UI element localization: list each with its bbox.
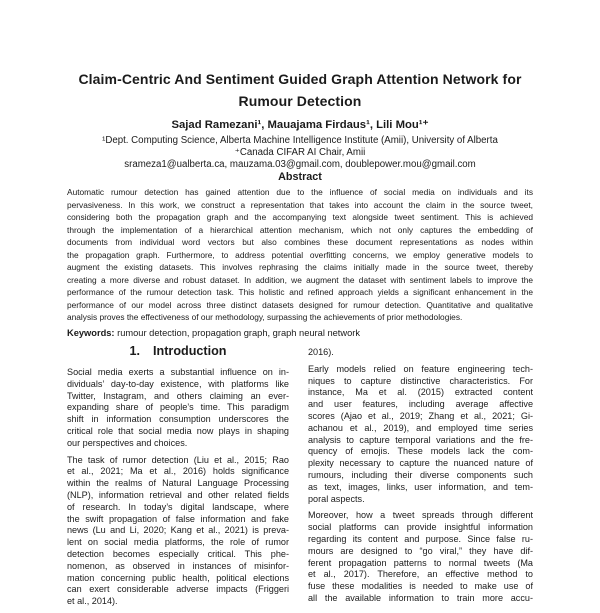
text-line: as text, images, links, user information, and tem- <box>308 481 533 492</box>
text-line: The task of rumor detection (Liu et al., 2015; Rao <box>67 454 289 465</box>
text-line: shift in information consumption underscores the <box>67 414 289 425</box>
text-line: Social media exerts a substantial influence on in- <box>67 367 289 377</box>
text-line: expanding share of people’s time. This paradigm <box>67 402 289 413</box>
text-line: achanou et al., 2019), and employed time series <box>308 422 533 433</box>
abstract-body <box>67 186 533 329</box>
text-line: fuse these modalities is needed to make use of <box>308 581 533 592</box>
text-line: quency of emojis. These models lack the com- <box>308 446 533 457</box>
paper-title <box>0 69 600 112</box>
text-line: of research. In today’s digital landscape, where <box>67 501 289 512</box>
section-1-number: 1. <box>129 344 141 358</box>
text-line: pervasiveness. In this work, we construct a representation that takes into account the claim in the source tweet, <box>67 199 533 210</box>
text-line: augment the existing datasets. This involves rephrasing the claims initially made in the source tweet, thereby <box>67 262 533 273</box>
paragraph <box>308 347 533 359</box>
paragraph <box>67 367 289 450</box>
text-line: mation concerning public health, political elections <box>67 572 289 583</box>
text-line: dividuals’ day-to-day existence, with platforms like <box>67 378 289 389</box>
text-line: instance, Ma et al. (2015) extracted content <box>308 387 533 398</box>
text-line: social platforms can provide insightful information <box>308 522 533 533</box>
text-line: news (Lu and Li, 2020; Kang et al., 2021) is preva- <box>67 525 289 536</box>
text-line: can exert considerable adverse impacts (Friggeri <box>67 584 289 595</box>
text-line: critical role that social media now plays in shaping <box>67 425 289 436</box>
text-line: considering both the propagation graph and the accompanying text alongside tweet sentiment. This is achieved <box>67 212 533 223</box>
text-line: creating a more diverse and robust dataset. In addition, we augment the dataset with sentiment labels to improve the <box>67 274 533 285</box>
text-line: (NLP), information retrieval and other related fields <box>67 489 289 500</box>
affiliation-line-2: ⁺Canada CIFAR AI Chair, Amii <box>234 146 366 158</box>
right-column <box>308 343 533 610</box>
text-line: poral aspects. <box>308 493 365 504</box>
paper-header <box>0 69 600 172</box>
keywords-text: rumour detection, propagation graph, graph neural network <box>114 328 361 338</box>
text-line: all the available information to train more accu- <box>308 592 533 603</box>
text-line: et al., 2021; Ma et al., 2016) holds significance <box>67 466 289 477</box>
authors-line: Sajad Ramezani¹, Mauajama Firdaus¹, Lili Mou¹⁺ <box>171 119 429 131</box>
title-line-1: Claim-Centric And Sentiment Guided Graph Attention Network for <box>78 71 522 87</box>
emails-line: srameza1@ualberta.ca, mauzama.03@gmail.com, doublepower.mou@gmail.com <box>124 159 476 171</box>
abstract-heading: Abstract <box>278 171 322 183</box>
text-line: within the realms of Natural Language Processing <box>67 478 289 489</box>
keywords-label: Keywords: <box>67 328 115 338</box>
affiliation-line-1: ¹Dept. Computing Science, Alberta Machine Intelligence Institute (Amii), University of Alberta <box>102 134 498 146</box>
body-columns <box>67 343 533 607</box>
left-column <box>67 343 289 613</box>
text-line: Automatic rumour detection has gained attention due to the influence of social media on individuals and its <box>67 187 533 197</box>
text-line: niques to capture distinctive characteristics. For <box>308 375 533 386</box>
paragraph <box>308 510 533 604</box>
text-line: analysis to capture temporal variations and the fre- <box>308 434 533 445</box>
left-column-text <box>67 367 289 608</box>
text-line: the swift propagation of false information and fake <box>67 513 289 524</box>
text-line: analysis proves the effectiveness of our methodology, surpassing the achievements of prior methodologies. <box>67 312 463 323</box>
paragraph <box>67 186 533 324</box>
text-line: and user features, including average affective <box>308 399 533 410</box>
text-line: nomenon, as observed in instances of misinfor- <box>67 560 289 571</box>
text-line: rumours, including their diverse components such <box>308 469 533 480</box>
keywords-line <box>67 327 533 339</box>
text-line: Twitter, Instagram, and others claiming an ever- <box>67 390 289 401</box>
text-line: through the implementation of a hierarchical attention mechanism, which not only captures the embedding of <box>67 224 533 235</box>
text-line: performance of our model across three distinct datasets designed for rumour detection. Quantitative and qualitative <box>67 299 533 310</box>
text-line: 2016). <box>308 347 334 357</box>
text-line: lent on social media platforms, the role of rumor <box>67 537 289 548</box>
text-line: plexity necessary to capture the nuanced nature of <box>308 458 533 469</box>
right-column-text <box>308 347 533 605</box>
text-line: et al., 2017). Therefore, an effective method to <box>308 569 533 580</box>
text-line: performance of the rumour detection task. This holistic and refined approach yields a significant enhancement in the <box>67 287 533 298</box>
section-1-title: Introduction <box>153 344 227 358</box>
text-line: documents from individual word vectors but also combines these document representations as nodes within <box>67 237 533 248</box>
text-line: Early models relied on feature engineering tech- <box>308 363 533 374</box>
text-line: mours are designed to “go viral,” they have dif- <box>308 545 533 556</box>
text-line: ferent propagation patterns to normal tweets (Ma <box>308 557 533 568</box>
section-1-heading <box>67 344 289 358</box>
text-line: detection becomes especially critical. This phe- <box>67 548 289 559</box>
paragraph <box>67 455 289 608</box>
text-line: et al., 2014). <box>67 596 118 607</box>
title-line-2: Rumour Detection <box>238 92 362 109</box>
text-line: the propagation graph. Furthermore, to address potential overfitting concerns, we employ generative models to <box>67 249 533 260</box>
text-line: regarding its content and purpose. Since false ru- <box>308 533 533 544</box>
text-line: Moreover, how a tweet spreads through different <box>308 510 533 521</box>
text-line: scores (Ajao et al., 2019; Zhang et al., 2021; Gi- <box>308 410 533 421</box>
text-line: our perspectives and choices. <box>67 437 188 448</box>
paragraph <box>308 364 533 506</box>
